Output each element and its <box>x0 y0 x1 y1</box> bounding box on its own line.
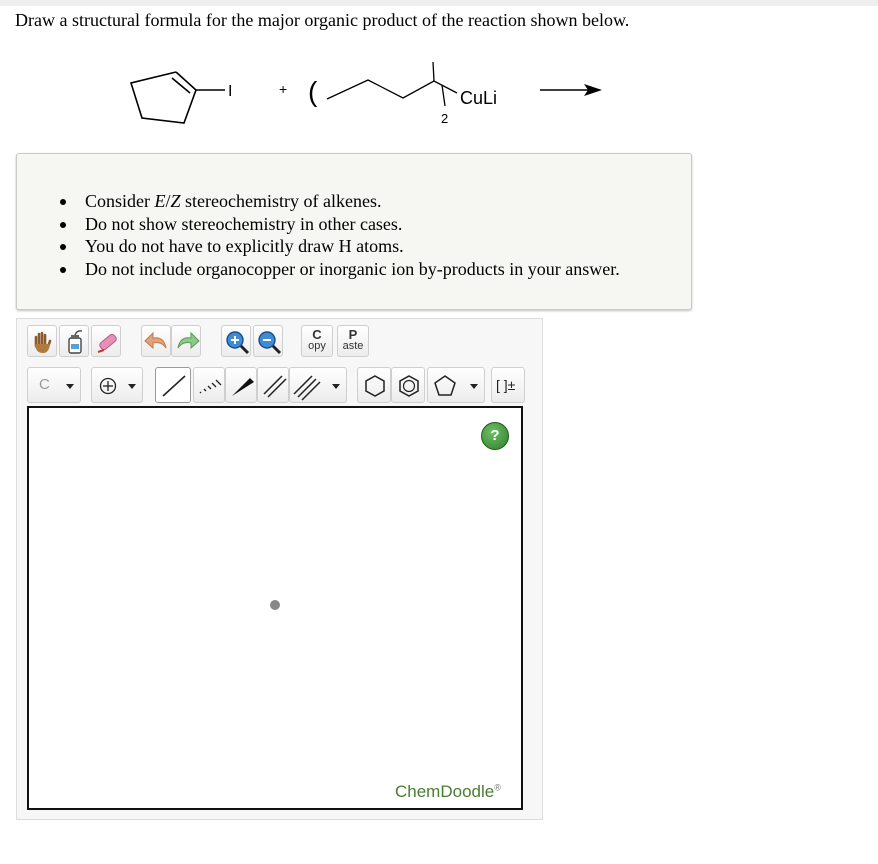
chemdoodle-brand: ChemDoodle® <box>395 782 501 801</box>
reaction-scheme <box>120 46 620 136</box>
plus-sign: + <box>279 81 288 97</box>
instruction-item: Consider E/Z stereochemistry of alkenes. <box>57 190 620 213</box>
instruction-item: You do not have to explicitly draw H atoms. <box>57 235 620 258</box>
instructions-list <box>57 190 620 280</box>
triple-bond-selector[interactable] <box>289 367 347 403</box>
chemdoodle-editor <box>16 318 543 820</box>
element-label: C <box>39 376 50 393</box>
instructions-box <box>16 153 692 310</box>
clear-bottle-icon <box>60 326 90 358</box>
drawing-canvas[interactable] <box>27 406 523 810</box>
single-bond-button[interactable] <box>155 367 191 403</box>
benzene-button[interactable] <box>391 367 425 403</box>
redo-icon <box>172 326 202 358</box>
help-button[interactable]: ? <box>481 422 509 450</box>
wedge-bond-icon <box>226 368 258 404</box>
reaction-drawing <box>120 46 620 136</box>
ring-selector[interactable] <box>427 367 485 403</box>
hash-bond-button[interactable] <box>193 367 225 403</box>
zoom-out-button[interactable] <box>253 325 283 357</box>
cyclopentene-ring <box>131 72 225 123</box>
paste-label-top: P <box>348 327 358 342</box>
double-bond-icon <box>258 368 290 404</box>
reaction-arrow <box>540 84 602 96</box>
alkyl-chain <box>327 62 457 106</box>
reagent-subscript: 2 <box>441 111 449 126</box>
top-bar <box>0 0 878 6</box>
undo-icon <box>142 326 172 358</box>
question-prompt: Draw a structural formula for the major organic product of the reaction shown below. <box>15 10 630 30</box>
copy-button[interactable] <box>301 325 333 357</box>
zoom-out-icon <box>254 326 284 358</box>
undo-button[interactable] <box>141 325 171 357</box>
instruction-item: Do not include organocopper or inorganic ion by-products in your answer. <box>57 258 620 281</box>
zoom-in-button[interactable] <box>221 325 251 357</box>
erase-button[interactable] <box>91 325 121 357</box>
bracket-charge-button[interactable] <box>491 367 525 403</box>
benzene-icon <box>392 368 426 404</box>
pan-tool-button[interactable] <box>27 325 57 357</box>
paste-label-bottom: aste <box>342 340 364 352</box>
hand-icon <box>28 326 58 358</box>
cyclohexane-button[interactable] <box>357 367 391 403</box>
charge-selector[interactable] <box>91 367 143 403</box>
reagent-paren: ( <box>308 76 318 107</box>
copy-label-bottom: opy <box>308 340 326 352</box>
redo-button[interactable] <box>171 325 201 357</box>
triple-bond-icon <box>290 368 348 404</box>
clear-button[interactable] <box>59 325 89 357</box>
plus-charge-icon <box>92 368 144 404</box>
eraser-icon <box>92 326 122 358</box>
cyclopentane-icon <box>428 368 486 404</box>
double-bond-button[interactable] <box>257 367 289 403</box>
zoom-in-icon <box>222 326 252 358</box>
iodine-atom: I <box>228 83 233 100</box>
cyclohexane-icon <box>358 368 392 404</box>
cuprate-label: CuLi <box>460 88 498 108</box>
instruction-item: Do not show stereochemistry in other cases. <box>57 213 620 236</box>
bracket-charge-label: [ ]± <box>496 377 516 393</box>
paste-button[interactable] <box>337 325 369 357</box>
wedge-bond-button[interactable] <box>225 367 257 403</box>
copy-label-top: C <box>312 327 322 342</box>
hash-bond-icon <box>194 368 226 404</box>
single-bond-icon <box>156 368 192 404</box>
element-selector[interactable] <box>27 367 81 403</box>
canvas-center-dot <box>270 600 280 610</box>
paren-close-bracket <box>442 85 445 106</box>
chevron-down-icon <box>28 368 82 404</box>
